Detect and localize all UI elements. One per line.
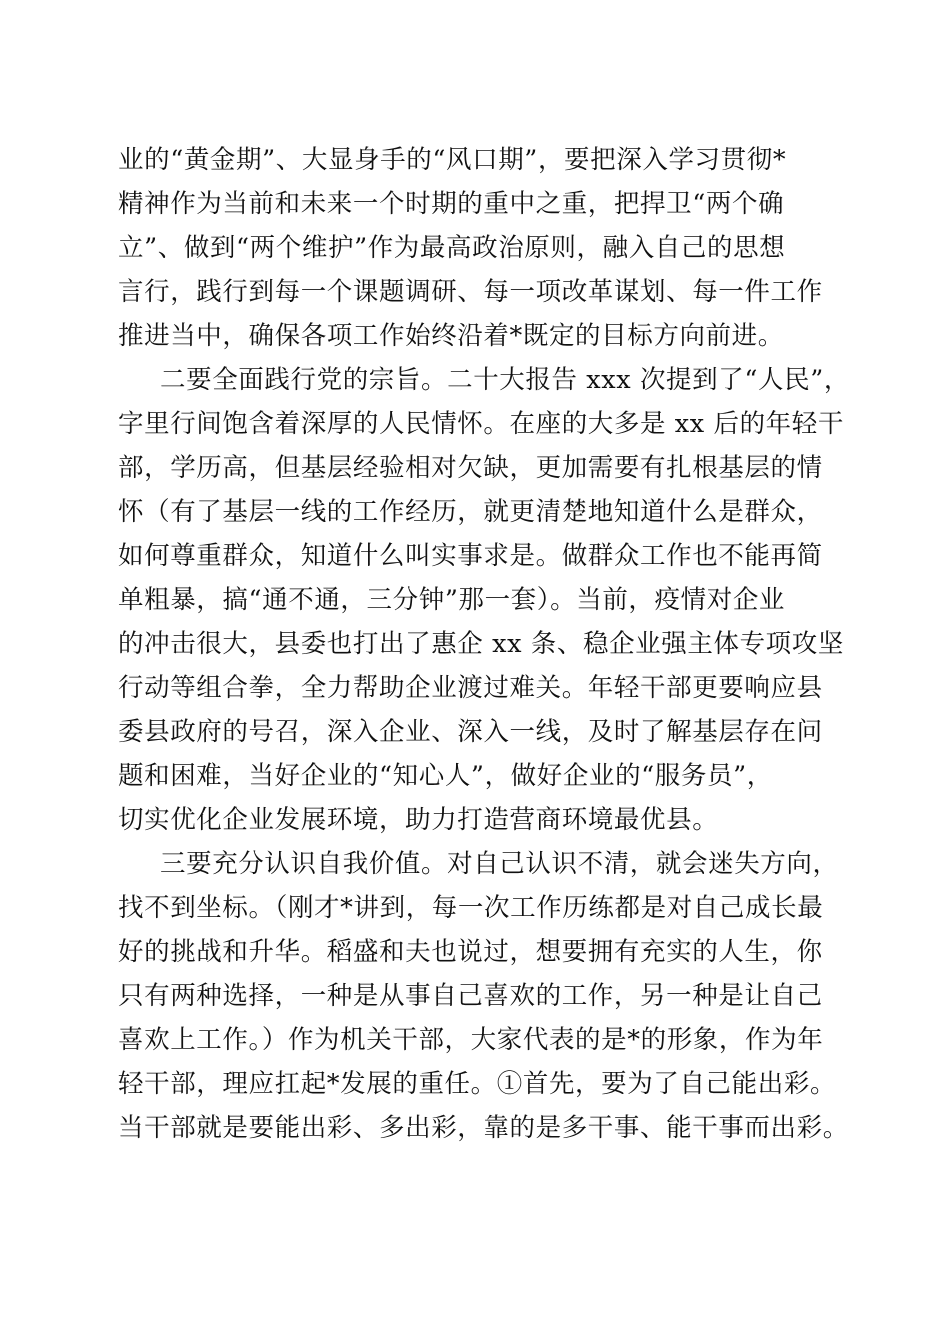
text-line: 字里行间饱含着深厚的人民情怀。在座的大多是 xx 后的年轻干 bbox=[118, 409, 844, 439]
text-line: 立”、做到“两个维护”作为最高政治原则，融入自己的思想 bbox=[118, 233, 786, 263]
text-line: 委县政府的号召，深入企业、深入一线，及时了解基层存在问 bbox=[118, 717, 823, 747]
text-line: 精神作为当前和未来一个时期的重中之重，把捍卫“两个确 bbox=[118, 189, 785, 219]
text-line: 单粗暴，搞“通不通，三分钟”那一套）。当前，疫情对企业 bbox=[118, 585, 786, 615]
text-line: 业的“黄金期”、大显身手的“风口期”，要把深入学习贯彻* bbox=[118, 145, 787, 175]
text-line: 只有两种选择，一种是从事自己喜欢的工作，另一种是让自己 bbox=[118, 981, 823, 1011]
paragraph-start-line: 二要全面践行党的宗旨。二十大报告 xxx 次提到了“人民”， bbox=[160, 365, 850, 395]
text-line: 题和困难，当好企业的“知心人”，做好企业的“服务员”， bbox=[118, 761, 773, 791]
text-line: 好的挑战和升华。稻盛和夫也说过，想要拥有充实的人生，你 bbox=[118, 937, 823, 967]
text-line: 切实优化企业发展环境，助力打造营商环境最优县。 bbox=[118, 805, 719, 835]
text-line: 找不到坐标。（刚才*讲到，每一次工作历练都是对自己成长最 bbox=[118, 893, 824, 923]
text-line: 部，学历高，但基层经验相对欠缺，更加需要有扎根基层的情 bbox=[118, 453, 823, 483]
text-line: 如何尊重群众，知道什么叫实事求是。做群众工作也不能再简 bbox=[118, 541, 823, 571]
paragraph-start-line: 三要充分认识自我价值。对自己认识不清，就会迷失方向， bbox=[160, 849, 839, 879]
text-line: 怀（有了基层一线的工作经历，就更清楚地知道什么是群众， bbox=[118, 497, 823, 527]
text-line: 当干部就是要能出彩、多出彩，靠的是多干事、能干事而出彩。 bbox=[118, 1113, 849, 1143]
text-line: 推进当中，确保各项工作始终沿着*既定的目标方向前进。 bbox=[118, 321, 784, 351]
text-line: 喜欢上工作。）作为机关干部，大家代表的是*的形象，作为年 bbox=[118, 1025, 824, 1055]
text-line: 行动等组合拳，全力帮助企业渡过难关。年轻干部更要响应县 bbox=[118, 673, 823, 703]
text-line: 的冲击很大，县委也打出了惠企 xx 条、稳企业强主体专项攻坚 bbox=[118, 629, 844, 659]
text-line: 言行，践行到每一个课题调研、每一项改革谋划、每一件工作 bbox=[118, 277, 823, 307]
text-line: 轻干部，理应扛起*发展的重任。①首先，要为了自己能出彩。 bbox=[118, 1069, 837, 1099]
